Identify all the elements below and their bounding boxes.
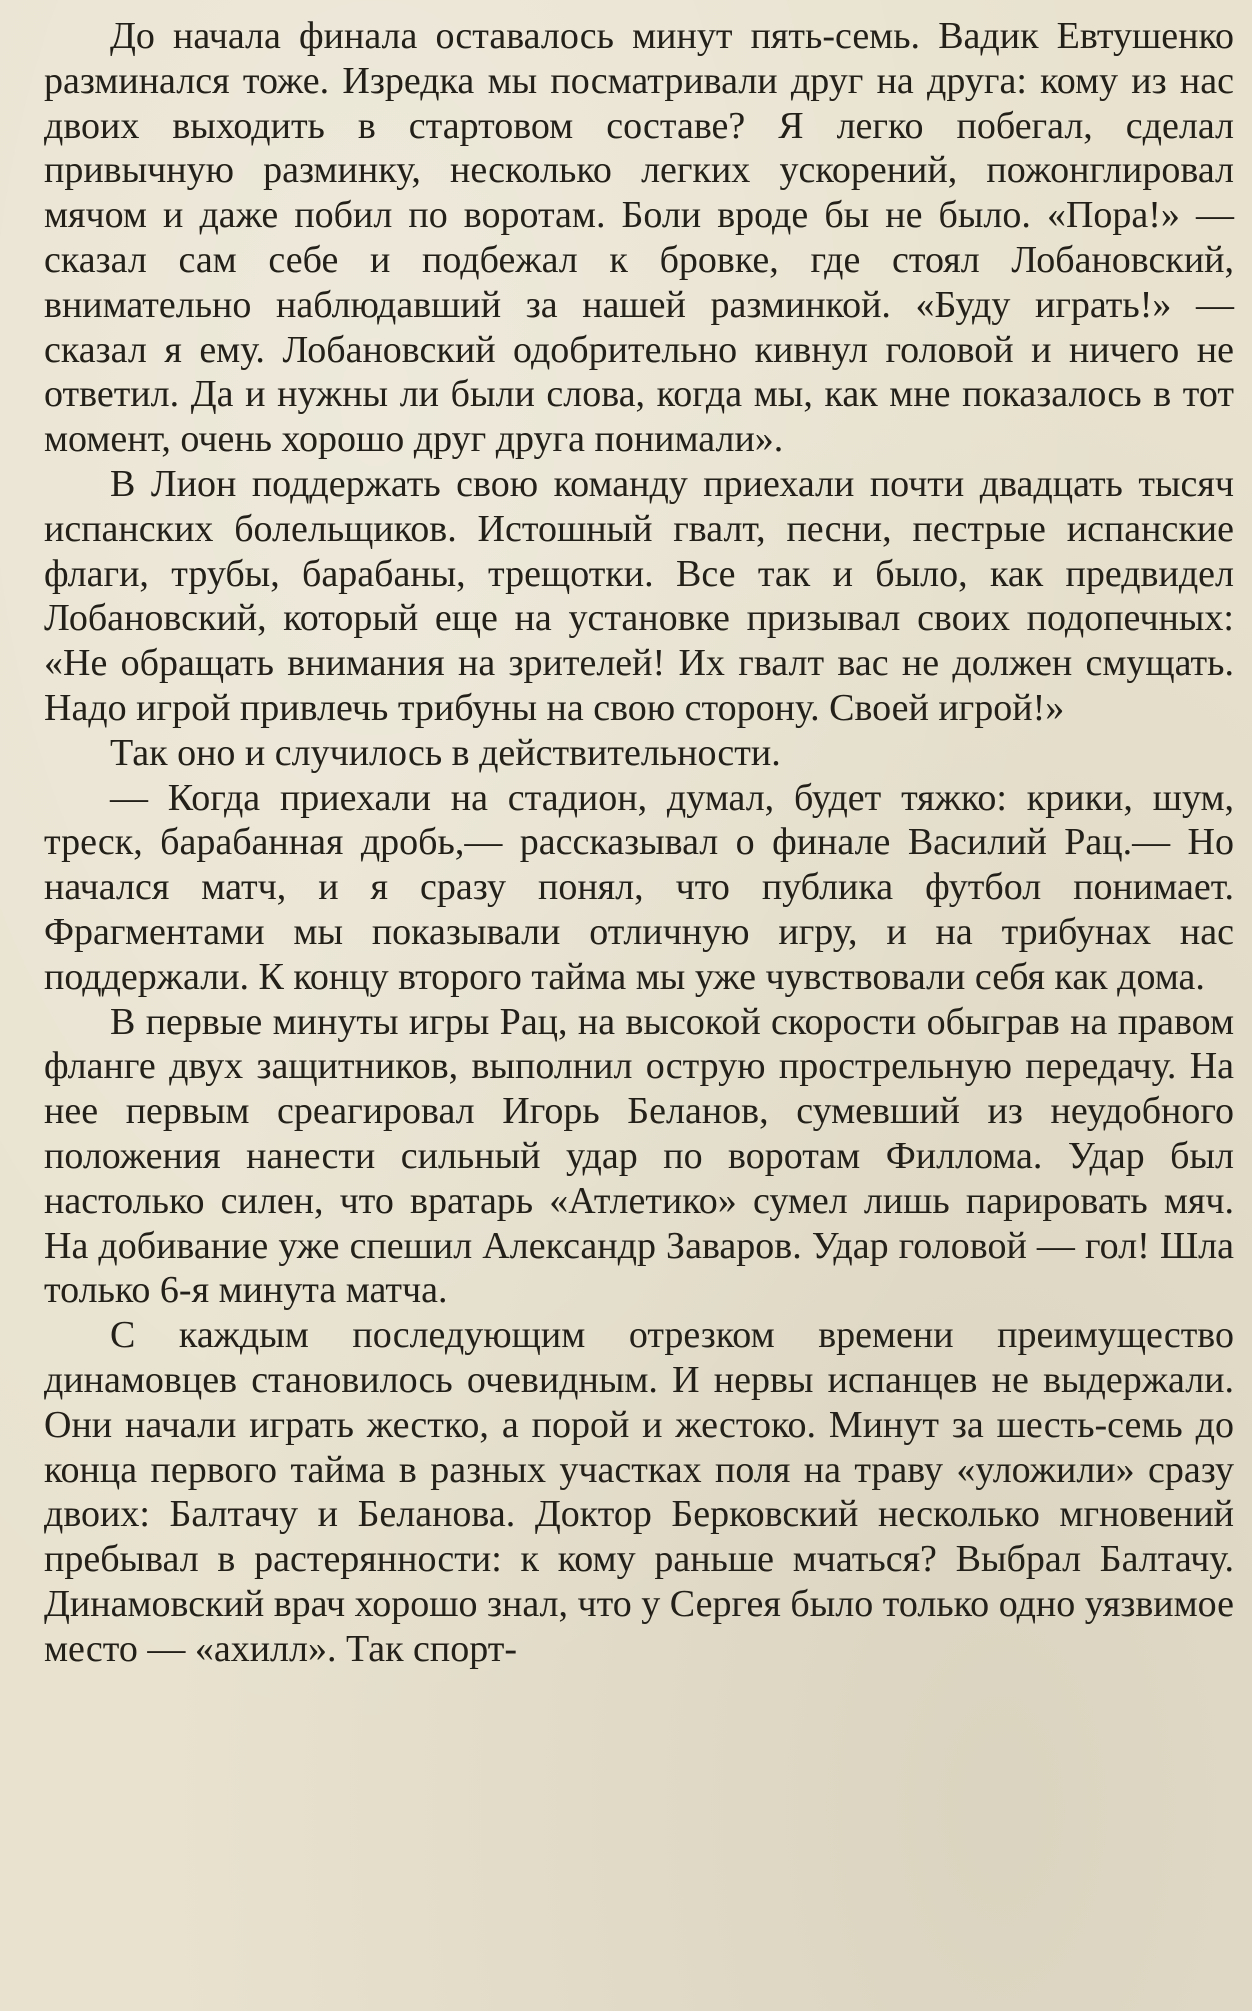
paragraph-4: — Когда приехали на стадион, думал, будет тяжко: крики, шум, треск, барабанная дробь,— рассказывал о финале Василий Рац.— Но начался матч, и я сразу понял, что публика футбол понимает. Фрагментами мы показывали отличную игру, и на трибунах нас поддержали. К концу второго тайма мы уже чувствовали себя как дома. bbox=[44, 776, 1234, 998]
page-text bbox=[44, 14, 1234, 1671]
paragraph-3: Так оно и случилось в действительности. bbox=[110, 731, 781, 774]
paragraph-6: С каждым последующим отрезком времени преимущество динамовцев становилось очевидным. И нервы испанцев не выдержали. Они начали играть жестко, а порой и жестоко. Минут за шесть-семь до конца первого тайма в разных участках поля на траву «уложили» сразу двоих: Балтачу и Беланова. Доктор Берковский несколько мгновений пребывал в растерянности: к кому раньше мчаться? Выбрал Балтачу. Динамовский врач хорошо знал, что у Сергея было только одно уязвимое место — «ахилл». Так спорт- bbox=[44, 1314, 1234, 1670]
paragraph-5: В первые минуты игры Рац, на высокой скорости обыграв на правом фланге двух защитников, выполнил острую прострельную передачу. На нее первым среагировал Игорь Беланов, сумевший из неудобного положения нанести сильный удар по воротам Филлома. Удар был настолько силен, что вратарь «Атлетико» сумел лишь парировать мяч. На добивание уже спешил Александр Заваров. Удар головой — гол! Шла только 6-я минута матча. bbox=[44, 1000, 1234, 1312]
paragraph-1: До начала финала оставалось минут пять-семь. Вадик Евтушенко разминался тоже. Изредка мы посматривали друг на друга: кому из нас двоих выходить в стартовом составе? Я легко побегал, сделал привычную разминку, несколько легких ускорений, пожонглировал мячом и даже побил по воротам. Боли вроде бы не было. «Пора!» — сказал сам себе и подбежал к бровке, где стоял Лобановский, внимательно наблюдавший за нашей разминкой. «Буду играть!» — сказал я ему. Лобановский одобрительно кивнул головой и ничего не ответил. Да и нужны ли были слова, когда мы, как мне показалось в тот момент, очень хорошо друг друга понимали». bbox=[44, 15, 1234, 461]
paragraph-2: В Лион поддержать свою команду приехали почти двадцать тысяч испанских болельщиков. Истошный гвалт, песни, пестрые испанские флаги, трубы, барабаны, трещотки. Все так и было, как предвидел Лобановский, который еще на установке призывал своих подопечных: «Не обращать внимания на зрителей! Их гвалт вас не должен смущать. Надо игрой привлечь трибуны на свою сторону. Своей игрой!» bbox=[44, 462, 1234, 729]
